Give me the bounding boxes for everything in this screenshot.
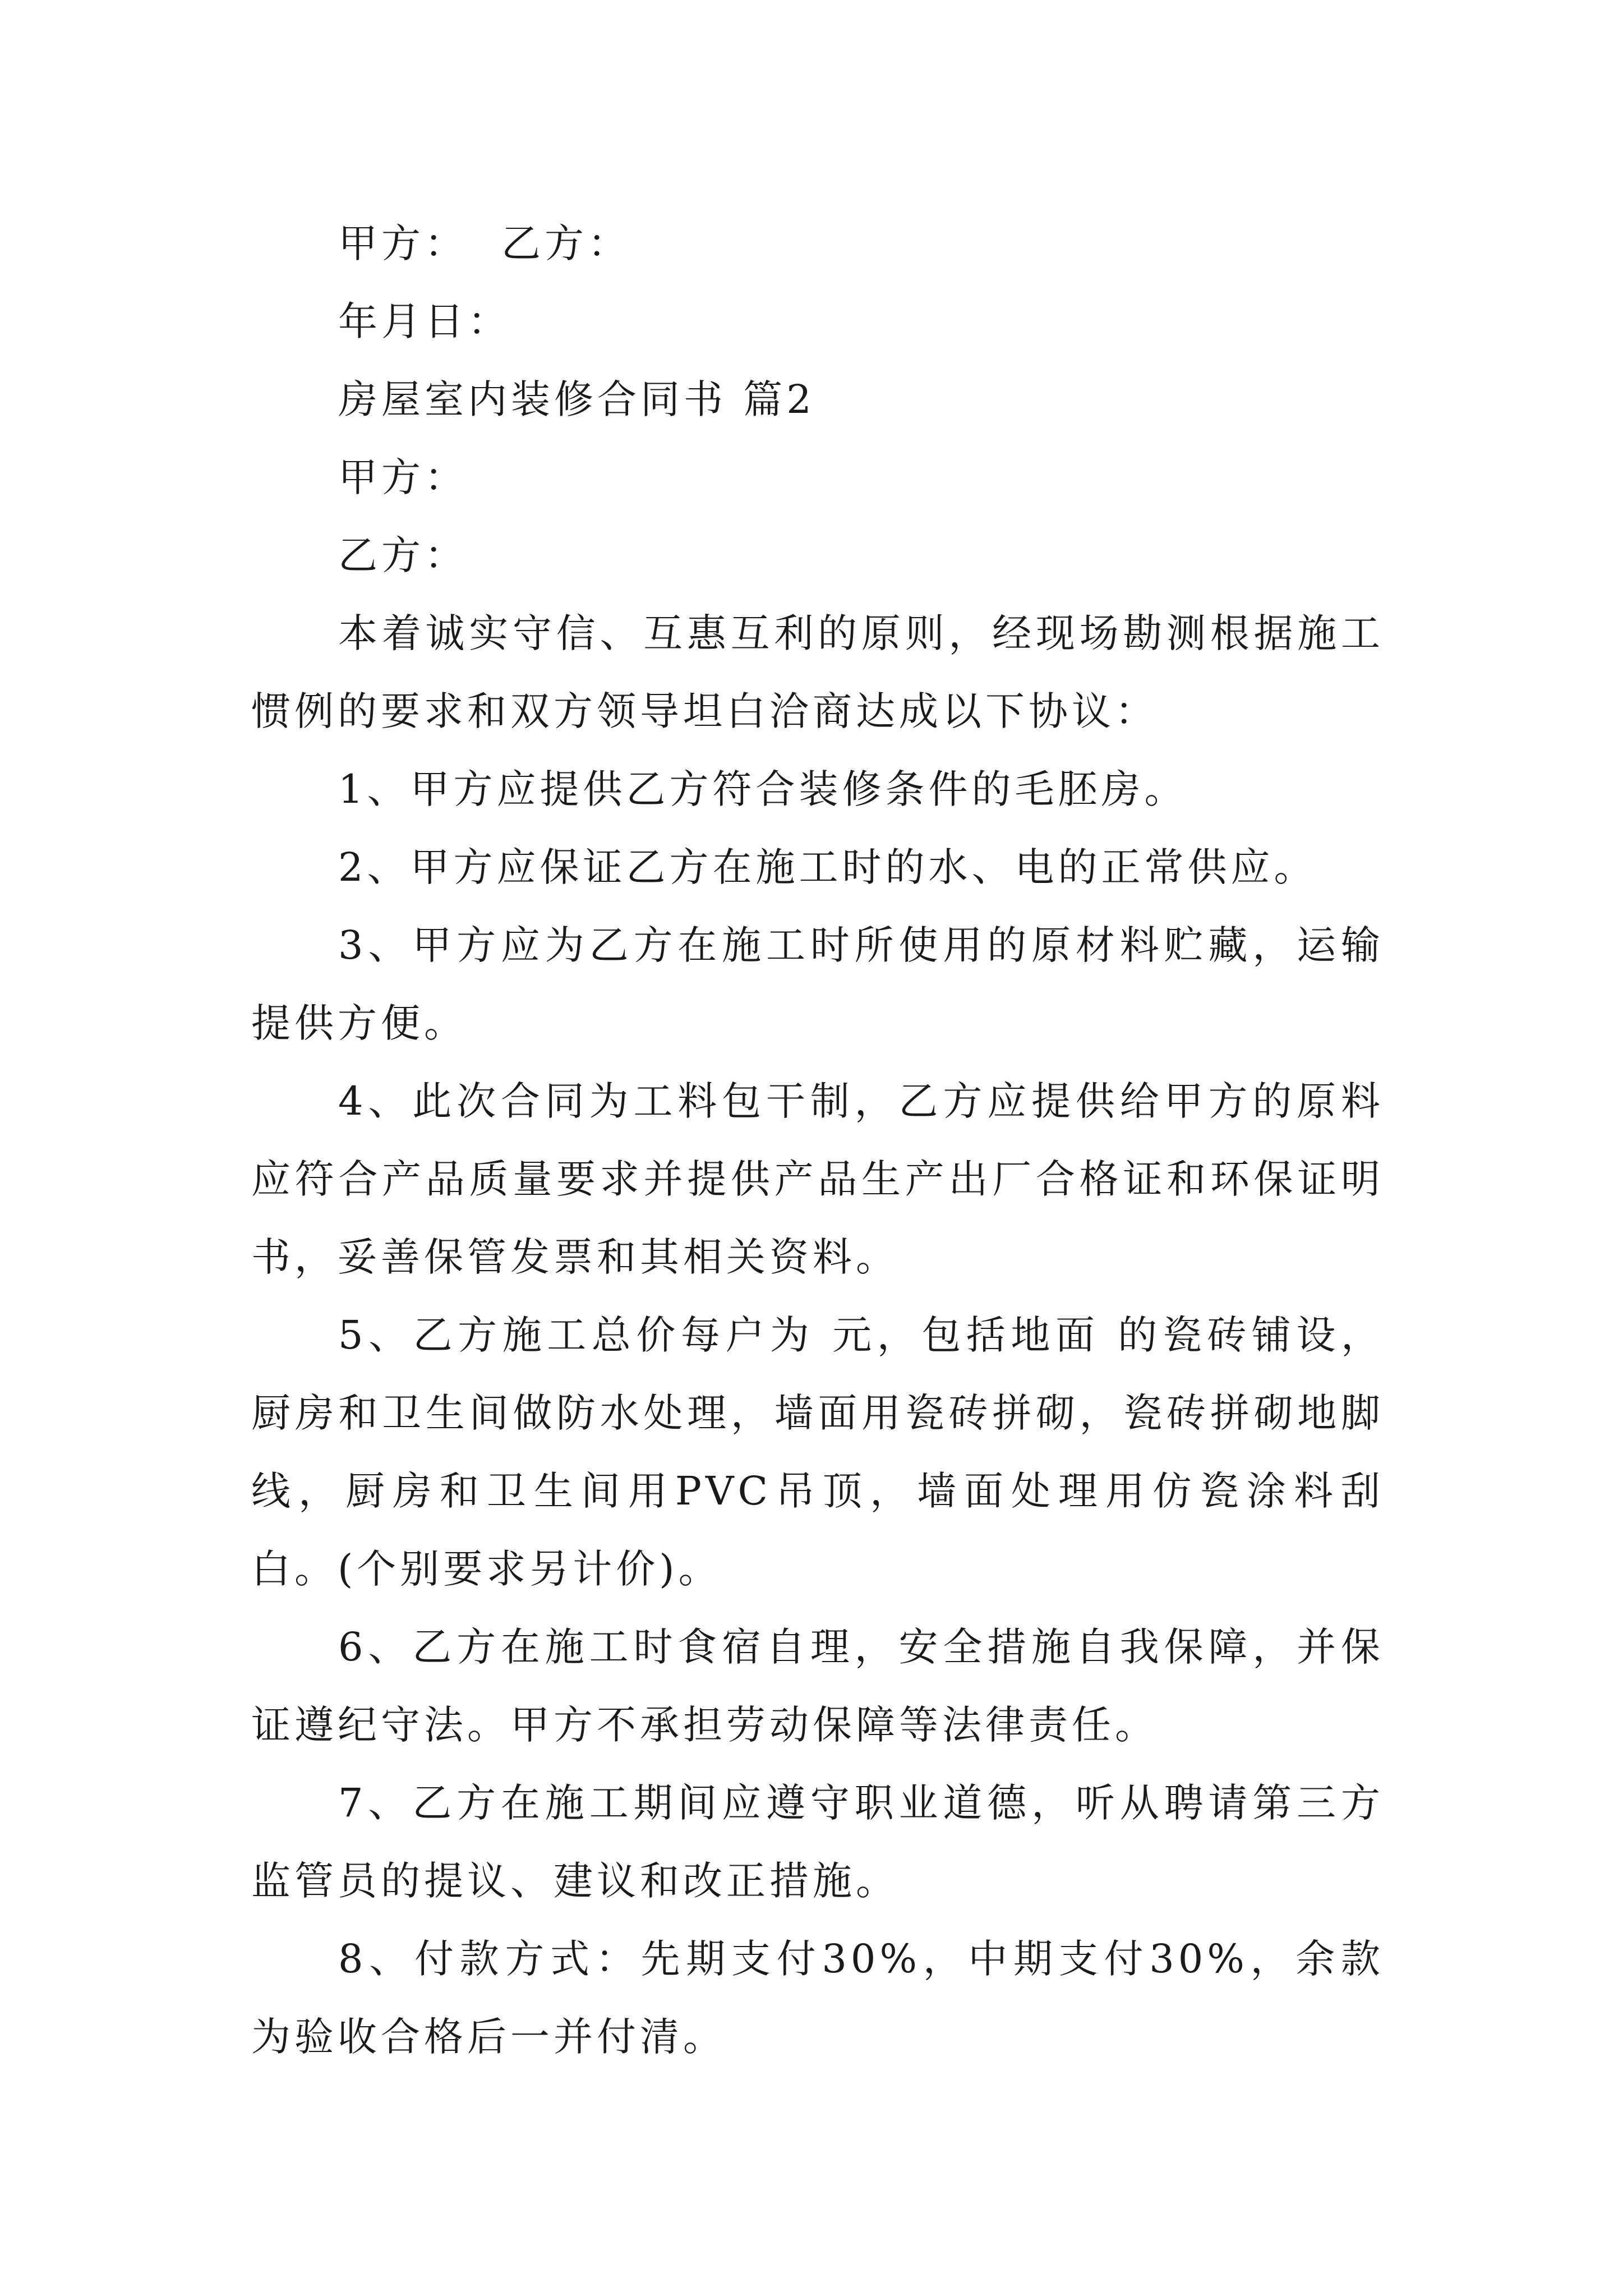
- signature-line: [251, 205, 1384, 283]
- clause-2: 2、甲方应保证乙方在施工时的水、电的正常供应。: [338, 844, 1317, 890]
- document-body: [251, 205, 1384, 2076]
- clause-1: 1、甲方应提供乙方符合装修条件的毛胚房。: [338, 766, 1188, 812]
- clause-3: 3、甲方应为乙方在施工时所使用的原材料贮藏，运输提供方便。: [251, 922, 1384, 1046]
- party-b-signature-label: 乙方：: [501, 220, 631, 266]
- party-a-label: 甲方：: [338, 454, 468, 500]
- clause-7: 7、乙方在施工期间应遵守职业道德，听从聘请第三方监管员的提议、建议和改正措施。: [251, 1780, 1384, 1904]
- clause-4: 4、此次合同为工料包干制，乙方应提供给甲方的原料应符合产品质量要求并提供产品生产出厂合格证和环保证明书，妥善保管发票和其相关资料。: [251, 1078, 1384, 1280]
- clause-8: 8、付款方式：先期支付30%，中期支付30%，余款为验收合格后一并付清。: [251, 1936, 1384, 2060]
- section-title: 房屋室内装修合同书 篇2: [338, 376, 815, 422]
- party-a-signature-label: 甲方：: [338, 220, 468, 266]
- intro-paragraph: 本着诚实守信、互惠互利的原则，经现场勘测根据施工惯例的要求和双方领导坦白洽商达成以下协议：: [251, 610, 1384, 734]
- party-b-label: 乙方：: [338, 532, 468, 578]
- date-line: 年月日：: [338, 298, 511, 344]
- clause-6: 6、乙方在施工时食宿自理，安全措施自我保障，并保证遵纪守法。甲方不承担劳动保障等法律责任。: [251, 1624, 1384, 1748]
- clause-5: 5、乙方施工总价每户为 元，包括地面 的瓷砖铺设，厨房和卫生间做防水处理，墙面用瓷砖拼砌，瓷砖拼砌地脚线，厨房和卫生间用PVC吊顶，墙面处理用仿瓷涂料刮白。(个别要求另计价)。: [251, 1312, 1384, 1592]
